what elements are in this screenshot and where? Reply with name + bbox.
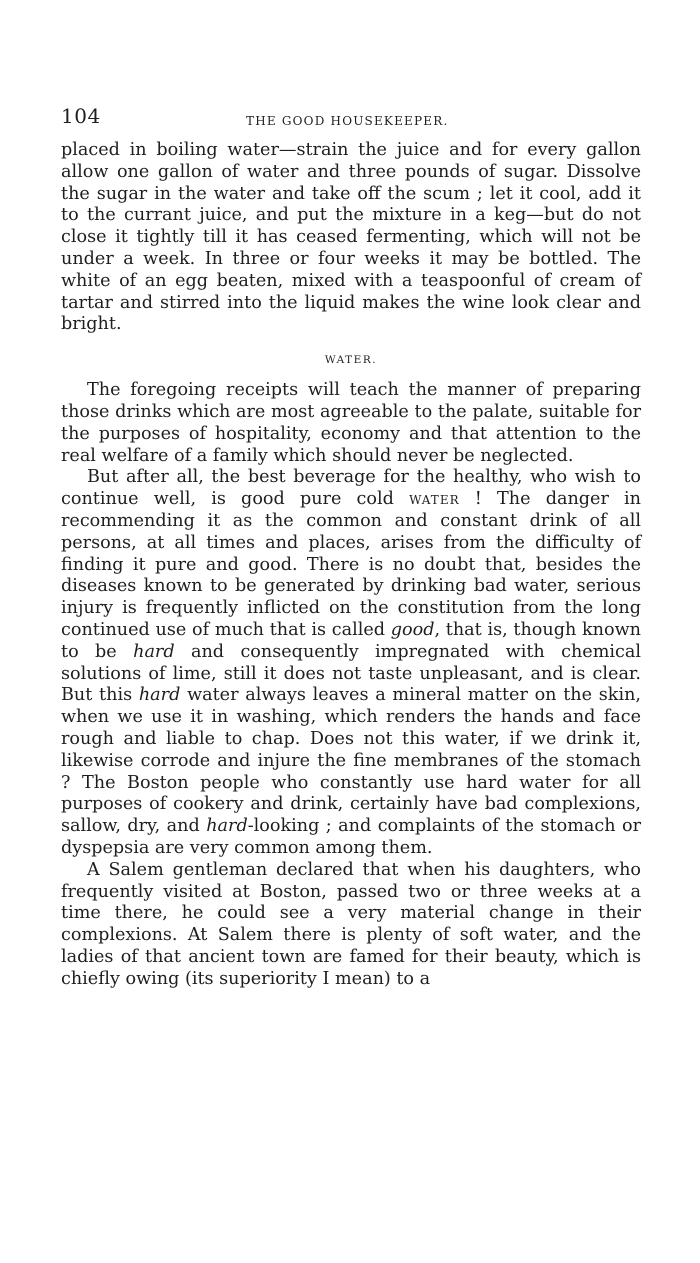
text-span: water always leaves a mineral matter on the skin, when we use it in washing, which renders the hands and face rough and liable to chap. Does not this water, if we drink it, likewise corrode and injure the fine membranes of the stomach ? The Boston people who constantly use hard water for all purposes of cookery and drink, certainly have bad complexions, sallow, dry, and: [61, 685, 642, 837]
paragraph-salem-gentleman: A Salem gentleman declared that when his daughters, who frequently visited at Boston, passed two or three weeks at a time there, he could see a very material change in their complexions. At Salem there is plenty of soft water, and the ladies of that ancient town are famed for their beauty, which is chiefly owing (its superiority I mean) to a: [61, 859, 641, 989]
paragraph-currant-wine: placed in boiling water—strain the juice and for every gallon allow one gallon of water and three pounds of sugar. Dissolve the sugar in the water and take off the scum ; let it cool, add it to the currant juice, and put the mixture in a keg—but do not close it tightly till it has ceased fermenting, which will not be under a week. In three or four weeks it may be bottled. The white of an egg beaten, mixed with a teaspoonful of cream of tartar and stirred into the liquid makes the wine look clear and bright.: [61, 140, 641, 335]
text-span: and consequently impregnated with chemical solutions of lime, still it does not taste unpleasant, and is clear. But this: [61, 641, 641, 706]
text-span: But after all, the best beverage for the healthy, who wish to continue well, is good pure cold: [61, 467, 641, 510]
italic-hard: hard: [133, 641, 175, 662]
book-page: [61, 100, 641, 990]
paragraph-best-beverage: [61, 467, 641, 859]
italic-hard: hard: [206, 816, 248, 837]
text-span: , that is, though known to be: [61, 619, 641, 662]
italic-good: good: [390, 619, 435, 640]
text-span: ! The danger in recommending it as the common and constant drink of all persons, at all times and places, arises from the difficulty of finding it pure and good. There is no doubt that, besides the diseases known to be generated by drinking bad water, serious injury is frequently inflicted on the constitution from the long continued use of much that is called: [61, 489, 641, 640]
paragraph-foregoing-receipts: The foregoing receipts will teach the manner of preparing those drinks which are most agreeable to the palate, suitable for the purposes of hospitality, economy and that attention to the real welfare of a family which should never be neglected.: [61, 380, 641, 466]
text-span: -looking ; and complaints of the stomach or dyspepsia are very common among them.: [61, 816, 641, 858]
page-number: 104: [61, 104, 101, 128]
page-header: [61, 100, 641, 140]
section-title-water: WATER.: [324, 354, 378, 367]
running-title: THE GOOD HOUSEKEEPER.: [246, 114, 449, 128]
italic-hard: hard: [138, 685, 181, 706]
water-smallcaps: water: [409, 489, 460, 510]
